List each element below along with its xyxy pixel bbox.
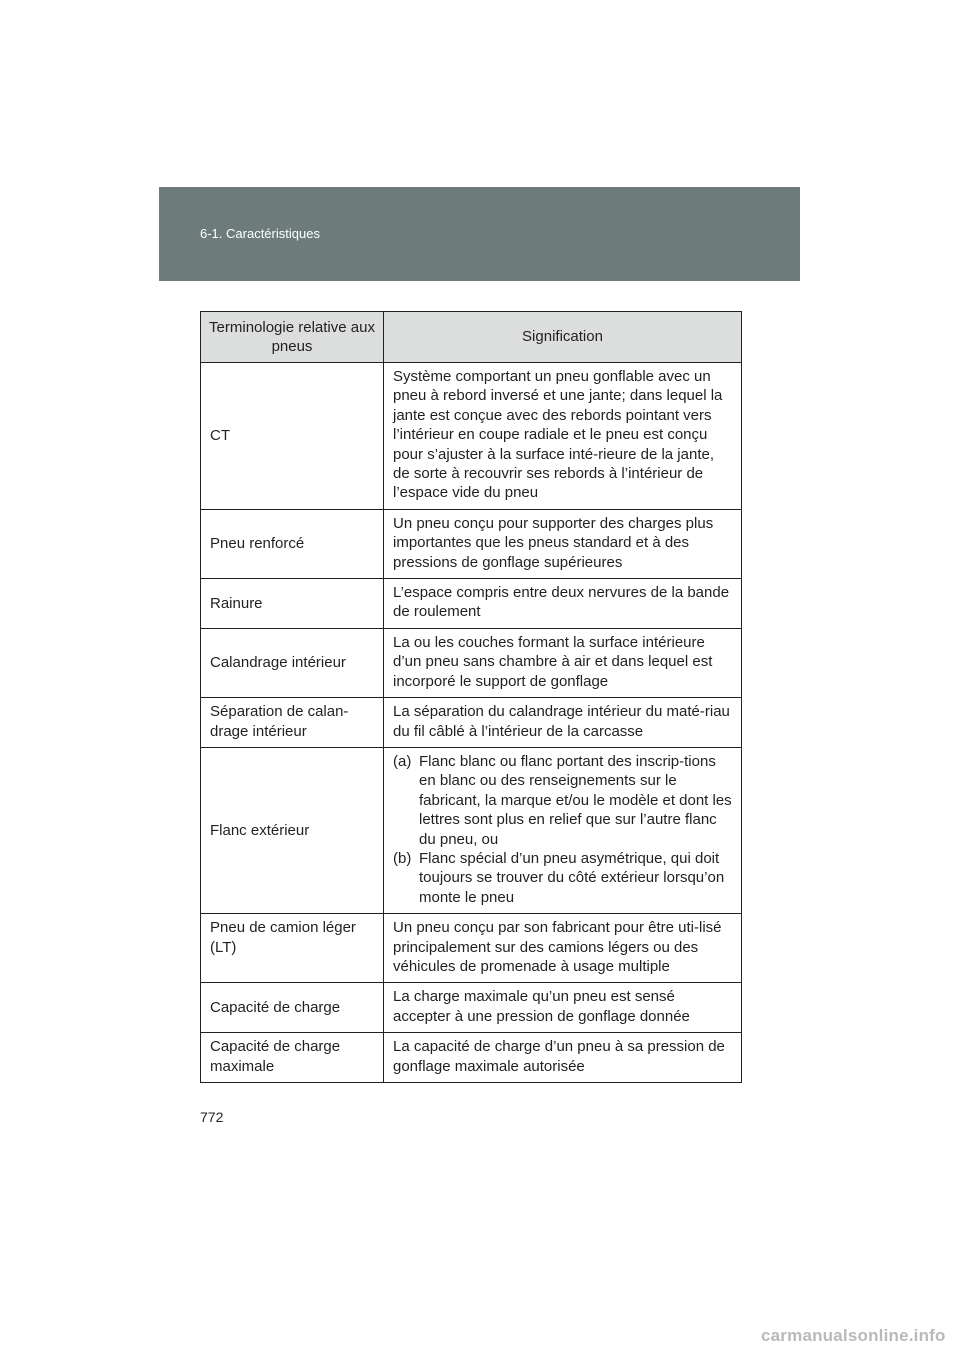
section-title: 6-1. Caractéristiques [200,226,320,241]
section-header [159,187,800,281]
table-row [201,698,742,748]
definition-cell: La charge maximale qu’un pneu est sensé accepter à une pression de gonflage donnée [384,983,742,1033]
term-cell: Capacité de charge [201,983,384,1033]
term-cell: Séparation de calan-drage intérieur [201,698,384,748]
page-number: 772 [200,1109,224,1125]
definition-cell: Système comportant un pneu gonflable avec un pneu à rebord inversé et une jante; dans lequel la jante est conçue avec des rebords pointant vers l’intérieur en coupe radiale et le pneu est conçu pour s’ajuster à la surface inté-rieure de la jante, de sorte à recouvrir ses rebords à l’intérieur de l’espace vide du pneu [384,363,742,510]
column-header-term: Terminologie relative aux pneus [201,312,384,363]
definition-cell: La capacité de charge d’un pneu à sa pression de gonflage maximale autorisée [384,1033,742,1083]
list-marker: (b) [393,849,412,867]
definition-cell: La séparation du calandrage intérieur du maté-riau du fil câblé à l’intérieur de la carcasse [384,698,742,748]
term-cell: Capacité de charge maximale [201,1033,384,1083]
term-cell: Rainure [201,579,384,629]
definition-cell: Un pneu conçu par son fabricant pour être uti-lisé principalement sur des camions légers ou des véhicules de promenade à usage multiple [384,914,742,983]
tire-terminology-table [200,311,742,1083]
list-text: Flanc blanc ou flanc portant des inscrip-tions en blanc ou des renseignements sur le fabricant, la marque et/ou le modèle et dont les lettres sont plus en relief que sur l’autre flanc du pneu, ou [419,752,732,848]
list-item [393,752,732,849]
table-row [201,628,742,697]
list-text: Flanc spécial d’un pneu asymétrique, qui doit toujours se trouver du côté extérieur lorsqu’on monte le pneu [419,849,725,906]
list-item [393,849,732,907]
table-row [201,747,742,913]
term-cell: Pneu renforcé [201,509,384,578]
table-row [201,1033,742,1083]
definition-cell [384,747,742,913]
term-cell: Pneu de camion léger (LT) [201,914,384,983]
definition-cell: La ou les couches formant la surface intérieure d’un pneu sans chambre à air et dans lequel est incorporé le support de gonflage [384,628,742,697]
column-header-meaning: Signification [384,312,742,363]
table-row [201,509,742,578]
term-cell: Flanc extérieur [201,747,384,913]
watermark: carmanualsonline.info [761,1326,946,1345]
table-row [201,914,742,983]
term-cell: CT [201,363,384,510]
table-row [201,579,742,629]
table-row [201,983,742,1033]
term-cell: Calandrage intérieur [201,628,384,697]
table-header-row [201,312,742,363]
definition-cell: Un pneu conçu pour supporter des charges plus importantes que les pneus standard et à des pressions de gonflage supérieures [384,509,742,578]
table-row [201,363,742,510]
definition-cell: L’espace compris entre deux nervures de la bande de roulement [384,579,742,629]
list-marker: (a) [393,752,412,770]
